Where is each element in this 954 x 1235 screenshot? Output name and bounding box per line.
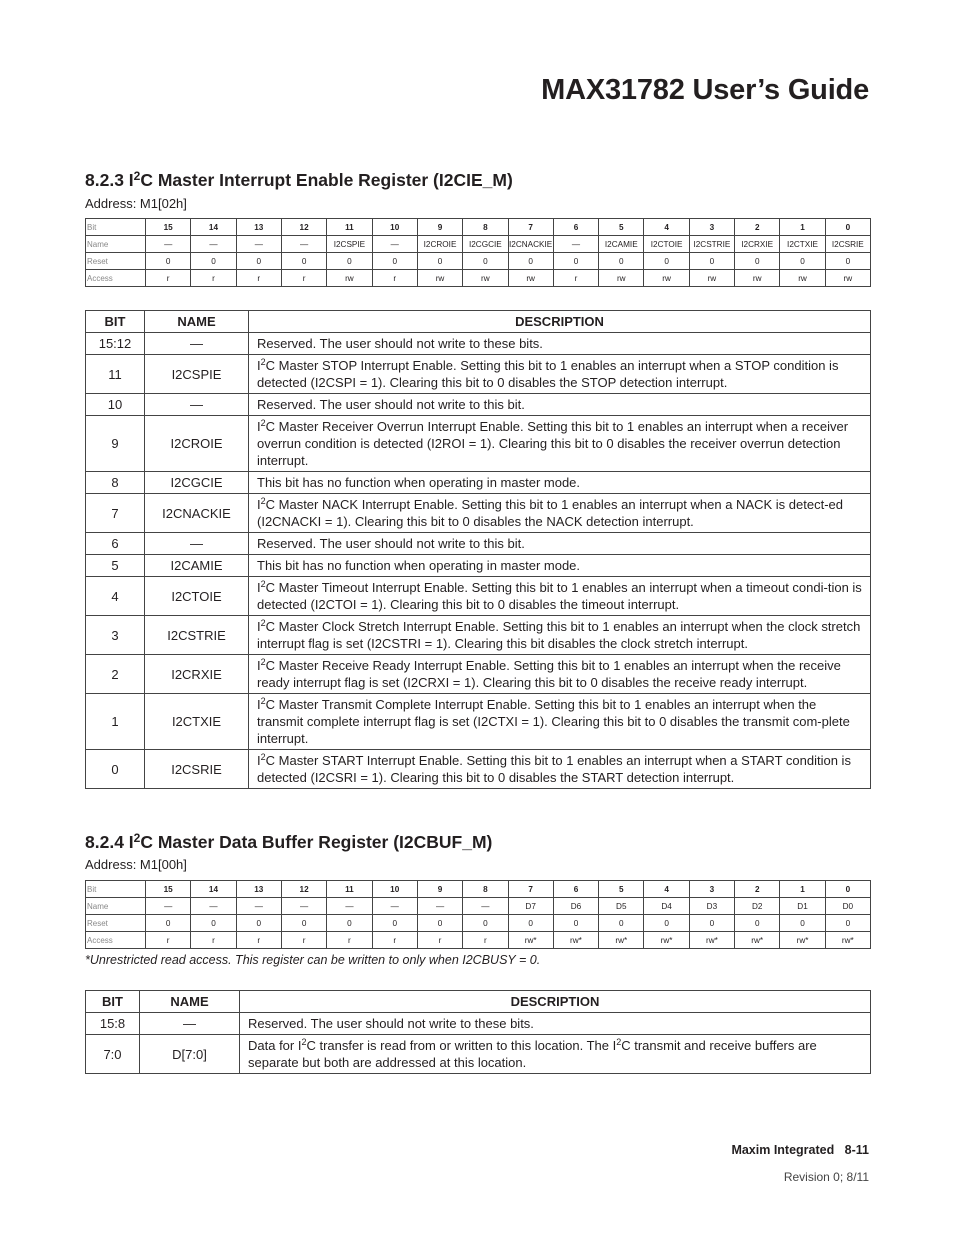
table-row (86, 472, 871, 494)
register-cell: 7 (508, 881, 553, 898)
bit-cell: 15:12 (86, 333, 145, 355)
register-cell: r (372, 932, 417, 949)
register-cell: r (553, 270, 598, 287)
register-cell: 0 (327, 915, 372, 932)
description-cell (240, 1035, 871, 1074)
section-title-i2cie (85, 170, 513, 191)
table-row (86, 555, 871, 577)
section-title-part: C Master Interrupt Enable Register (I2CIE_M) (140, 170, 513, 190)
description-cell: Reserved. The user should not write to these bits. (240, 1013, 871, 1035)
register-cell: 0 (372, 915, 417, 932)
name-cell: I2CSPIE (145, 355, 249, 394)
section-title-part: C Master Data Buffer Register (I2CBUF_M) (140, 832, 493, 852)
text-part: I (257, 419, 261, 434)
table-row (86, 333, 871, 355)
superscript: 2 (260, 618, 266, 628)
text-part: C transfer is read from or written to this location. The I (306, 1038, 617, 1053)
register-cell: 0 (825, 253, 870, 270)
text-part: C Master Timeout Interrupt Enable. Setting this bit to 1 enables an interrupt when a timeout condi-tion is detected (I2CTOI = 1). Clearing this bit to 0 disables the timeout interrupt. (257, 580, 862, 612)
register-cell: 0 (417, 253, 462, 270)
bit-cell: 11 (86, 355, 145, 394)
name-cell: — (145, 394, 249, 416)
bit-cell: 6 (86, 533, 145, 555)
text-part: I (257, 497, 261, 512)
text-part: C Master Transmit Complete Interrupt Enable. Setting this bit to 1 enables an interrupt when the transmit complete interrupt flag is set (I2CTXI = 1). Clearing this bit to 0 disables the transmit com-plete interrupt. (257, 697, 850, 746)
register-cell: 5 (599, 881, 644, 898)
register-cell: I2CNACKIE (508, 236, 553, 253)
text-part: This bit has no function when operating in master mode. (257, 558, 581, 573)
register-cell: I2CSRIE (825, 236, 870, 253)
description-cell (249, 416, 871, 472)
register-cell: 0 (825, 881, 870, 898)
bit-cell: 7:0 (86, 1035, 140, 1074)
register-cell: 6 (553, 881, 598, 898)
superscript: 2 (260, 657, 266, 667)
row-label: Name (86, 236, 146, 253)
register-cell: D6 (553, 898, 598, 915)
text-part: C transmit and receive buffers are separate but both are addressed at this location. (248, 1038, 817, 1070)
register-cell: r (146, 270, 191, 287)
column-header-bit: BIT (86, 311, 145, 333)
register-cell: 0 (327, 253, 372, 270)
bit-cell: 1 (86, 694, 145, 750)
register-cell: 0 (689, 253, 734, 270)
register-cell: 3 (689, 219, 734, 236)
superscript: 2 (260, 418, 266, 428)
superscript: 2 (260, 496, 266, 506)
register-cell: 15 (146, 219, 191, 236)
name-cell: — (140, 1013, 240, 1035)
register-cell: 0 (417, 915, 462, 932)
register-row-access (86, 932, 871, 949)
register-bit-table (85, 880, 871, 949)
register-cell: 1 (780, 219, 825, 236)
bit-cell: 15:8 (86, 1013, 140, 1035)
register-row-reset (86, 253, 871, 270)
register-cell: 0 (191, 915, 236, 932)
footnote: *Unrestricted read access. This register can be written to only when I2CBUSY = 0. (85, 953, 541, 967)
register-cell: I2CTOIE (644, 236, 689, 253)
description-cell (249, 577, 871, 616)
register-cell: rw* (825, 932, 870, 949)
register-cell: 0 (780, 915, 825, 932)
table-row (86, 616, 871, 655)
table-row (86, 750, 871, 789)
register-cell: rw (599, 270, 644, 287)
register-cell: rw (417, 270, 462, 287)
row-label: Access (86, 270, 146, 287)
register-cell: 4 (644, 219, 689, 236)
register-cell: rw (689, 270, 734, 287)
row-label: Bit (86, 219, 146, 236)
description-cell (249, 333, 871, 355)
superscript: 2 (301, 1037, 307, 1047)
column-header-name: NAME (140, 991, 240, 1013)
register-cell: I2CSTRIE (689, 236, 734, 253)
register-cell: D2 (735, 898, 780, 915)
register-cell: — (236, 236, 281, 253)
register-cell: 0 (553, 915, 598, 932)
bit-cell: 7 (86, 494, 145, 533)
register-cell: 4 (644, 881, 689, 898)
table-row (86, 1035, 871, 1074)
name-cell: — (145, 333, 249, 355)
row-label: Name (86, 898, 146, 915)
register-cell: 0 (735, 253, 780, 270)
register-cell: 10 (372, 219, 417, 236)
register-cell: 0 (236, 915, 281, 932)
register-cell: rw* (508, 932, 553, 949)
register-cell: r (372, 270, 417, 287)
name-cell: I2CROIE (145, 416, 249, 472)
text-part: C Master Receiver Overrun Interrupt Enable. Setting this bit to 1 enables an interrupt when a receiver overrun condition is detected (I2ROI = 1). Clearing this bit to 0 disables the receiver overrun detection interrupt. (257, 419, 849, 468)
text-part: Reserved. The user should not write to this bit. (257, 536, 525, 551)
register-cell: 0 (372, 253, 417, 270)
text-part: I (257, 658, 261, 673)
register-cell: 0 (508, 915, 553, 932)
bit-cell: 4 (86, 577, 145, 616)
register-cell: — (146, 898, 191, 915)
register-cell: I2CRXIE (735, 236, 780, 253)
register-cell: rw (644, 270, 689, 287)
name-cell: I2CTXIE (145, 694, 249, 750)
column-header-description: DESCRIPTION (249, 311, 871, 333)
register-cell: — (372, 236, 417, 253)
bit-cell: 5 (86, 555, 145, 577)
superscript: 2 (616, 1037, 622, 1047)
register-cell: 0 (463, 915, 508, 932)
name-cell: — (145, 533, 249, 555)
description-cell (249, 694, 871, 750)
register-cell: 0 (689, 915, 734, 932)
bit-description-table (85, 990, 871, 1074)
register-cell: 0 (825, 219, 870, 236)
register-cell: r (236, 270, 281, 287)
description-cell (249, 494, 871, 533)
register-cell: D1 (780, 898, 825, 915)
description-cell (249, 472, 871, 494)
register-cell: 6 (553, 219, 598, 236)
register-cell: 8 (463, 881, 508, 898)
register-row-bits (86, 219, 871, 236)
register-cell: I2CAMIE (599, 236, 644, 253)
text-part: I (257, 697, 261, 712)
description-cell (249, 533, 871, 555)
register-cell: 11 (327, 881, 372, 898)
row-label: Access (86, 932, 146, 949)
name-cell: I2CAMIE (145, 555, 249, 577)
register-cell: 14 (191, 881, 236, 898)
text-part: C Master NACK Interrupt Enable. Setting this bit to 1 enables an interrupt when a NACK is detect-ed (I2CNACKI = 1). Clearing this bit to 0 disables the NACK detection interrupt. (257, 497, 843, 529)
register-cell: r (146, 932, 191, 949)
register-cell: I2CROIE (417, 236, 462, 253)
register-cell: — (553, 236, 598, 253)
register-cell: D3 (689, 898, 734, 915)
footer-revision: Revision 0; 8/11 (783, 1170, 869, 1184)
register-cell: rw* (735, 932, 780, 949)
register-address: Address: M1[02h] (85, 196, 187, 211)
register-cell: 0 (281, 915, 326, 932)
name-cell: I2CGCIE (145, 472, 249, 494)
register-cell: rw* (644, 932, 689, 949)
bit-cell: 2 (86, 655, 145, 694)
section-title-part: 8.2.4 I (85, 832, 134, 852)
register-cell: r (236, 932, 281, 949)
text-part: C Master Receive Ready Interrupt Enable. Setting this bit to 1 enables an interrupt when the receive ready interrupt flag is set (I2CRXI = 1). Clearing this bit to 0 disables the receive ready interrupt. (257, 658, 841, 690)
register-cell: 9 (417, 219, 462, 236)
register-cell: 0 (825, 915, 870, 932)
name-cell: I2CSRIE (145, 750, 249, 789)
register-cell: 0 (780, 253, 825, 270)
register-cell: rw (780, 270, 825, 287)
register-cell: D4 (644, 898, 689, 915)
register-cell: 3 (689, 881, 734, 898)
register-cell: 14 (191, 219, 236, 236)
name-cell: I2CRXIE (145, 655, 249, 694)
superscript: 2 (260, 579, 266, 589)
table-row (86, 694, 871, 750)
description-cell (249, 616, 871, 655)
register-cell: — (146, 236, 191, 253)
register-cell: r (191, 932, 236, 949)
name-cell: D[7:0] (140, 1035, 240, 1074)
register-cell: rw* (599, 932, 644, 949)
register-cell: 12 (281, 219, 326, 236)
register-cell: 2 (735, 219, 780, 236)
register-cell: 0 (599, 915, 644, 932)
register-cell: 12 (281, 881, 326, 898)
register-cell: I2CSPIE (327, 236, 372, 253)
register-cell: 11 (327, 219, 372, 236)
column-header-description: DESCRIPTION (240, 991, 871, 1013)
description-cell (249, 655, 871, 694)
table-row (86, 533, 871, 555)
bit-cell: 9 (86, 416, 145, 472)
register-row-access (86, 270, 871, 287)
register-cell: rw* (553, 932, 598, 949)
register-cell: 0 (146, 915, 191, 932)
register-cell: 13 (236, 219, 281, 236)
text-part: C Master STOP Interrupt Enable. Setting this bit to 1 enables an interrupt when a STOP condition is detected (I2CSPI = 1). Clearing this bit to 0 disables the STOP detection interrupt. (257, 358, 839, 390)
register-row-bits (86, 881, 871, 898)
table-row (86, 577, 871, 616)
table-row (86, 416, 871, 472)
register-cell: r (281, 270, 326, 287)
register-cell: r (281, 932, 326, 949)
register-cell: — (281, 898, 326, 915)
text-part: Data for I (248, 1038, 302, 1053)
description-cell (249, 750, 871, 789)
register-cell: 15 (146, 881, 191, 898)
register-cell: D7 (508, 898, 553, 915)
footer-company-page: Maxim Integrated 8-11 (731, 1143, 869, 1157)
name-cell: I2CTOIE (145, 577, 249, 616)
superscript: 2 (133, 831, 141, 845)
text-part: I (257, 358, 261, 373)
text-part: I (257, 619, 261, 634)
register-cell: I2CGCIE (463, 236, 508, 253)
register-cell: r (191, 270, 236, 287)
page-title: MAX31782 User’s Guide (541, 74, 869, 106)
superscript: 2 (260, 696, 266, 706)
register-cell: 0 (599, 253, 644, 270)
register-cell: r (327, 932, 372, 949)
register-cell: — (417, 898, 462, 915)
table-row (86, 655, 871, 694)
register-row-reset (86, 915, 871, 932)
register-cell: rw (508, 270, 553, 287)
register-cell: rw (463, 270, 508, 287)
register-cell: — (281, 236, 326, 253)
register-cell: 8 (463, 219, 508, 236)
register-cell: 0 (281, 253, 326, 270)
bit-description-table (85, 310, 871, 789)
text-part: Reserved. The user should not write to these bits. (257, 336, 543, 351)
register-row-names (86, 898, 871, 915)
register-cell: 10 (372, 881, 417, 898)
bit-cell: 3 (86, 616, 145, 655)
bit-cell: 10 (86, 394, 145, 416)
register-cell: rw* (780, 932, 825, 949)
section-title-i2cbuf (85, 832, 492, 853)
text-part: I (257, 580, 261, 595)
register-cell: 0 (735, 915, 780, 932)
table-row (86, 355, 871, 394)
register-cell: 2 (735, 881, 780, 898)
register-address: Address: M1[00h] (85, 857, 187, 872)
text-part: Reserved. The user should not write to this bit. (257, 397, 525, 412)
name-cell: I2CNACKIE (145, 494, 249, 533)
register-cell: D5 (599, 898, 644, 915)
register-cell: 0 (146, 253, 191, 270)
superscript: 2 (260, 357, 266, 367)
register-cell: 7 (508, 219, 553, 236)
row-label: Reset (86, 915, 146, 932)
register-cell: — (191, 236, 236, 253)
register-cell: rw (327, 270, 372, 287)
superscript: 2 (133, 169, 141, 183)
name-cell: I2CSTRIE (145, 616, 249, 655)
register-bit-table (85, 218, 871, 287)
table-row (86, 1013, 871, 1035)
register-row-names (86, 236, 871, 253)
register-cell: r (417, 932, 462, 949)
description-cell (249, 394, 871, 416)
row-label: Reset (86, 253, 146, 270)
register-cell: 0 (644, 915, 689, 932)
register-cell: rw* (689, 932, 734, 949)
register-cell: 0 (553, 253, 598, 270)
register-cell: 1 (780, 881, 825, 898)
superscript: 2 (260, 752, 266, 762)
register-cell: rw (735, 270, 780, 287)
register-cell: 0 (644, 253, 689, 270)
text-part: C Master Clock Stretch Interrupt Enable. Setting this bit to 1 enables an interrupt when the clock stretch interrupt flag is set (I2CSTRI = 1). Clearing this bit disables the clock stretch interrupt. (257, 619, 861, 651)
register-cell: rw (825, 270, 870, 287)
section-title-part: 8.2.3 I (85, 170, 134, 190)
description-cell (249, 555, 871, 577)
register-cell: 0 (508, 253, 553, 270)
table-row (86, 494, 871, 533)
bit-cell: 0 (86, 750, 145, 789)
register-cell: 0 (191, 253, 236, 270)
table-row (86, 394, 871, 416)
row-label: Bit (86, 881, 146, 898)
text-part: C Master START Interrupt Enable. Setting this bit to 1 enables an interrupt when a START condition is detected (I2CSRI = 1). Clearing this bit to 0 disables the START detection interrupt. (257, 753, 851, 785)
register-cell: — (236, 898, 281, 915)
register-cell: 0 (236, 253, 281, 270)
register-cell: — (463, 898, 508, 915)
description-cell (249, 355, 871, 394)
register-cell: I2CTXIE (780, 236, 825, 253)
column-header-bit: BIT (86, 991, 140, 1013)
register-cell: 5 (599, 219, 644, 236)
register-cell: r (463, 932, 508, 949)
text-part: This bit has no function when operating in master mode. (257, 475, 581, 490)
column-header-name: NAME (145, 311, 249, 333)
register-cell: — (372, 898, 417, 915)
register-cell: — (191, 898, 236, 915)
bit-cell: 8 (86, 472, 145, 494)
register-cell: 9 (417, 881, 462, 898)
register-cell: 13 (236, 881, 281, 898)
register-cell: — (327, 898, 372, 915)
text-part: I (257, 753, 261, 768)
register-cell: D0 (825, 898, 870, 915)
register-cell: 0 (463, 253, 508, 270)
